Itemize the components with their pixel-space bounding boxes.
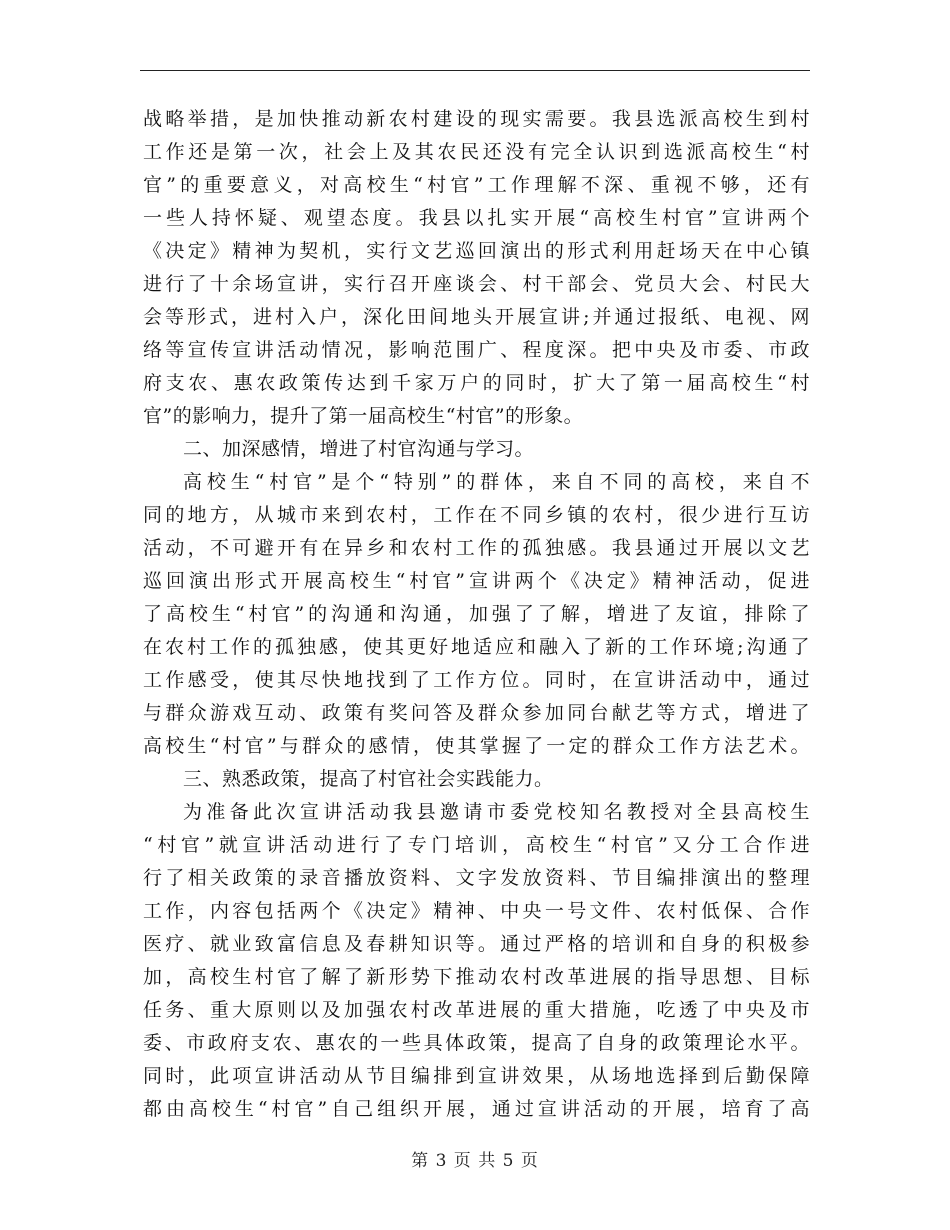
text-line: 官”的重要意义，对高校生“村官”工作理解不深、重视不够，还有 bbox=[143, 174, 810, 196]
text-line: 与群众游戏互动、政策有奖问答及群众参加同台献艺等方式，增进了 bbox=[143, 702, 810, 724]
text-line: 巡回演出形式开展高校生“村官”宣讲两个《决定》精神活动，促进 bbox=[143, 570, 810, 592]
text-line: 活动，不可避开有在异乡和农村工作的孤独感。我县通过开展以文艺 bbox=[143, 537, 810, 559]
text-line: 委、市政府支农、惠农的一些具体政策，提高了自身的政策理论水平。 bbox=[143, 1032, 810, 1054]
text-line: 都由高校生“村官”自己组织开展，通过宣讲活动的开展，培育了高 bbox=[143, 1098, 810, 1120]
text-line: 了高校生“村官”的沟通和沟通，加强了了解，增进了友谊，排除了 bbox=[143, 603, 810, 625]
text-line: 同时，此项宣讲活动从节目编排到宣讲效果，从场地选择到后勤保障 bbox=[143, 1065, 810, 1087]
text-line: 会等形式，进村入户，深化田间地头开展宣讲;并通过报纸、电视、网 bbox=[143, 306, 810, 328]
text-line: 工作感受，使其尽快地找到了工作方位。同时，在宣讲活动中，通过 bbox=[143, 669, 810, 691]
text-line: 同的地方，从城市来到农村，工作在不同乡镇的农村，很少进行互访 bbox=[143, 504, 810, 526]
text-line: 任务、重大原则以及加强农村改革进展的重大措施，吃透了中央及市 bbox=[143, 999, 810, 1021]
text-line: “村官”就宣讲活动进行了专门培训，高校生“村官”又分工合作进 bbox=[143, 834, 810, 856]
body-text bbox=[143, 103, 810, 1126]
text-line: 高校生“村官”与群众的感情，使其掌握了一定的群众工作方法艺术。 bbox=[143, 735, 810, 757]
text-line: 高校生“村官”是个“特别”的群体，来自不同的高校，来自不 bbox=[183, 471, 810, 493]
text-line: 行了相关政策的录音播放资料、文字发放资料、节目编排演出的整理 bbox=[143, 867, 810, 889]
header-rule bbox=[140, 70, 810, 71]
text-line: 官”的影响力，提升了第一届高校生“村官”的形象。 bbox=[143, 405, 584, 427]
text-line: 工作还是第一次，社会上及其农民还没有完全认识到选派高校生“村 bbox=[143, 141, 810, 163]
text-line: 府支农、惠农政策传达到千家万户的同时，扩大了第一届高校生“村 bbox=[143, 372, 810, 394]
text-line: 医疗、就业致富信息及春耕知识等。通过严格的培训和自身的积极参 bbox=[143, 933, 810, 955]
page-number: 第 3 页 共 5 页 bbox=[411, 1151, 539, 1171]
section-heading: 二、加深感情，增进了村官沟通与学习。 bbox=[183, 438, 535, 460]
text-line: 加，高校生村官了解了新形势下推动农村改革进展的指导思想、目标 bbox=[143, 966, 810, 988]
text-line: 络等宣传宣讲活动情况，影响范围广、程度深。把中央及市委、市政 bbox=[143, 339, 810, 361]
text-line: 进行了十余场宣讲，实行召开座谈会、村干部会、党员大会、村民大 bbox=[143, 273, 810, 295]
text-line: 战略举措，是加快推动新农村建设的现实需要。我县选派高校生到村 bbox=[143, 108, 810, 130]
text-line: 《决定》精神为契机，实行文艺巡回演出的形式利用赶场天在中心镇 bbox=[143, 240, 810, 262]
text-line: 为准备此次宣讲活动我县邀请市委党校知名教授对全县高校生 bbox=[183, 801, 810, 823]
section-heading: 三、熟悉政策，提高了村官社会实践能力。 bbox=[183, 768, 554, 790]
text-line: 工作，内容包括两个《决定》精神、中央一号文件、农村低保、合作 bbox=[143, 900, 810, 922]
text-line: 一些人持怀疑、观望态度。我县以扎实开展“高校生村官”宣讲两个 bbox=[143, 207, 810, 229]
text-line: 在农村工作的孤独感，使其更好地适应和融入了新的工作环境;沟通了 bbox=[143, 636, 810, 658]
